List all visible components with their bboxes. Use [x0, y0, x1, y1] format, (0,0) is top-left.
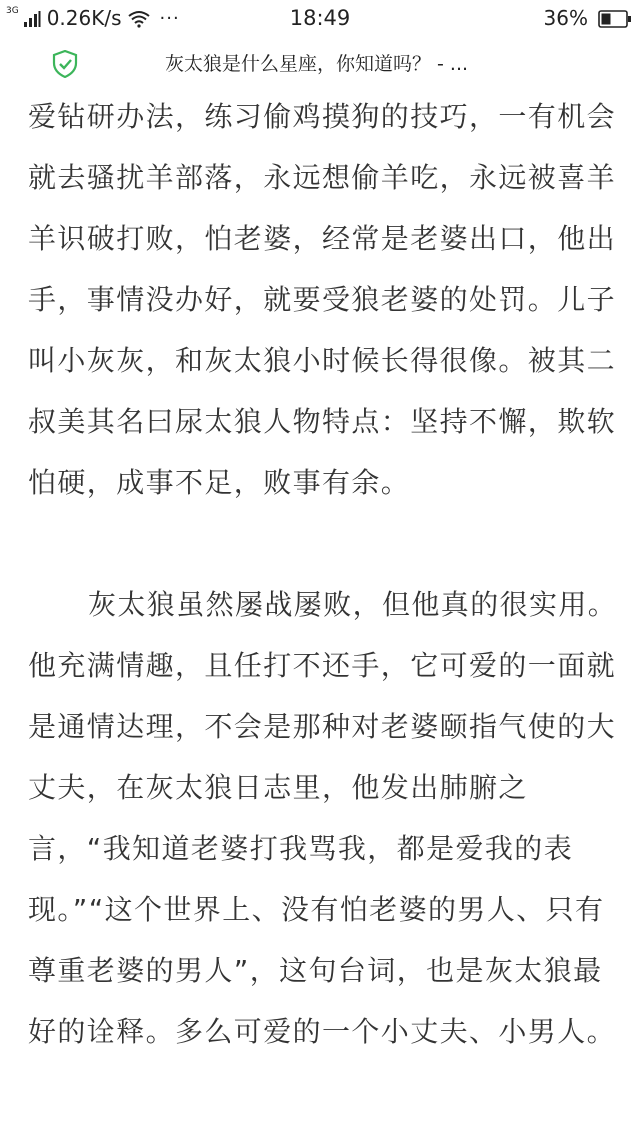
battery-icon	[598, 9, 632, 27]
status-bar	[0, 0, 640, 36]
more-dots: ···	[159, 7, 180, 29]
status-right	[544, 0, 632, 36]
network-type: 3G	[6, 6, 19, 16]
page-title: 灰太狼是什么星座，你知道吗？ - ...	[165, 53, 469, 75]
paragraph-spacer	[28, 513, 618, 574]
clock: 18:49	[289, 6, 351, 30]
battery-percent: 36%	[543, 6, 588, 30]
title-bar	[0, 40, 640, 88]
article-paragraph: 灰太狼虽然屡战屡败，但他真的很实用。他充满情趣，且任打不还手，它可爱的一面就是通情达理，不会是那种对老婆颐指气使的大丈夫，在灰太狼日志里，他发出肺腑之言，“我知道老婆打我骂我，都是爱我的表现。”“这个世界上、没有怕老婆的男人、只有尊重老婆的男人”，这句台词，也是灰太狼最好的诠释。多么可爱的一个小丈夫、小男人。	[28, 588, 618, 1048]
article-content	[28, 86, 618, 1062]
security-shield-icon[interactable]	[52, 50, 78, 78]
network-speed: 0.26K/s	[46, 6, 122, 30]
article-paragraph: 爱钻研办法，练习偷鸡摸狗的技巧，一有机会就去骚扰羊部落，永远想偷羊吃，永远被喜羊羊识破打败，怕老婆，经常是老婆出口，他出手，事情没办好，就要受狼老婆的处罚。儿子叫小灰灰，和灰太狼小时候长得很像。被其二叔美其名曰尿太狼人物特点：坚持不懈，欺软怕硬，成事不足，败事有余。	[28, 100, 617, 499]
